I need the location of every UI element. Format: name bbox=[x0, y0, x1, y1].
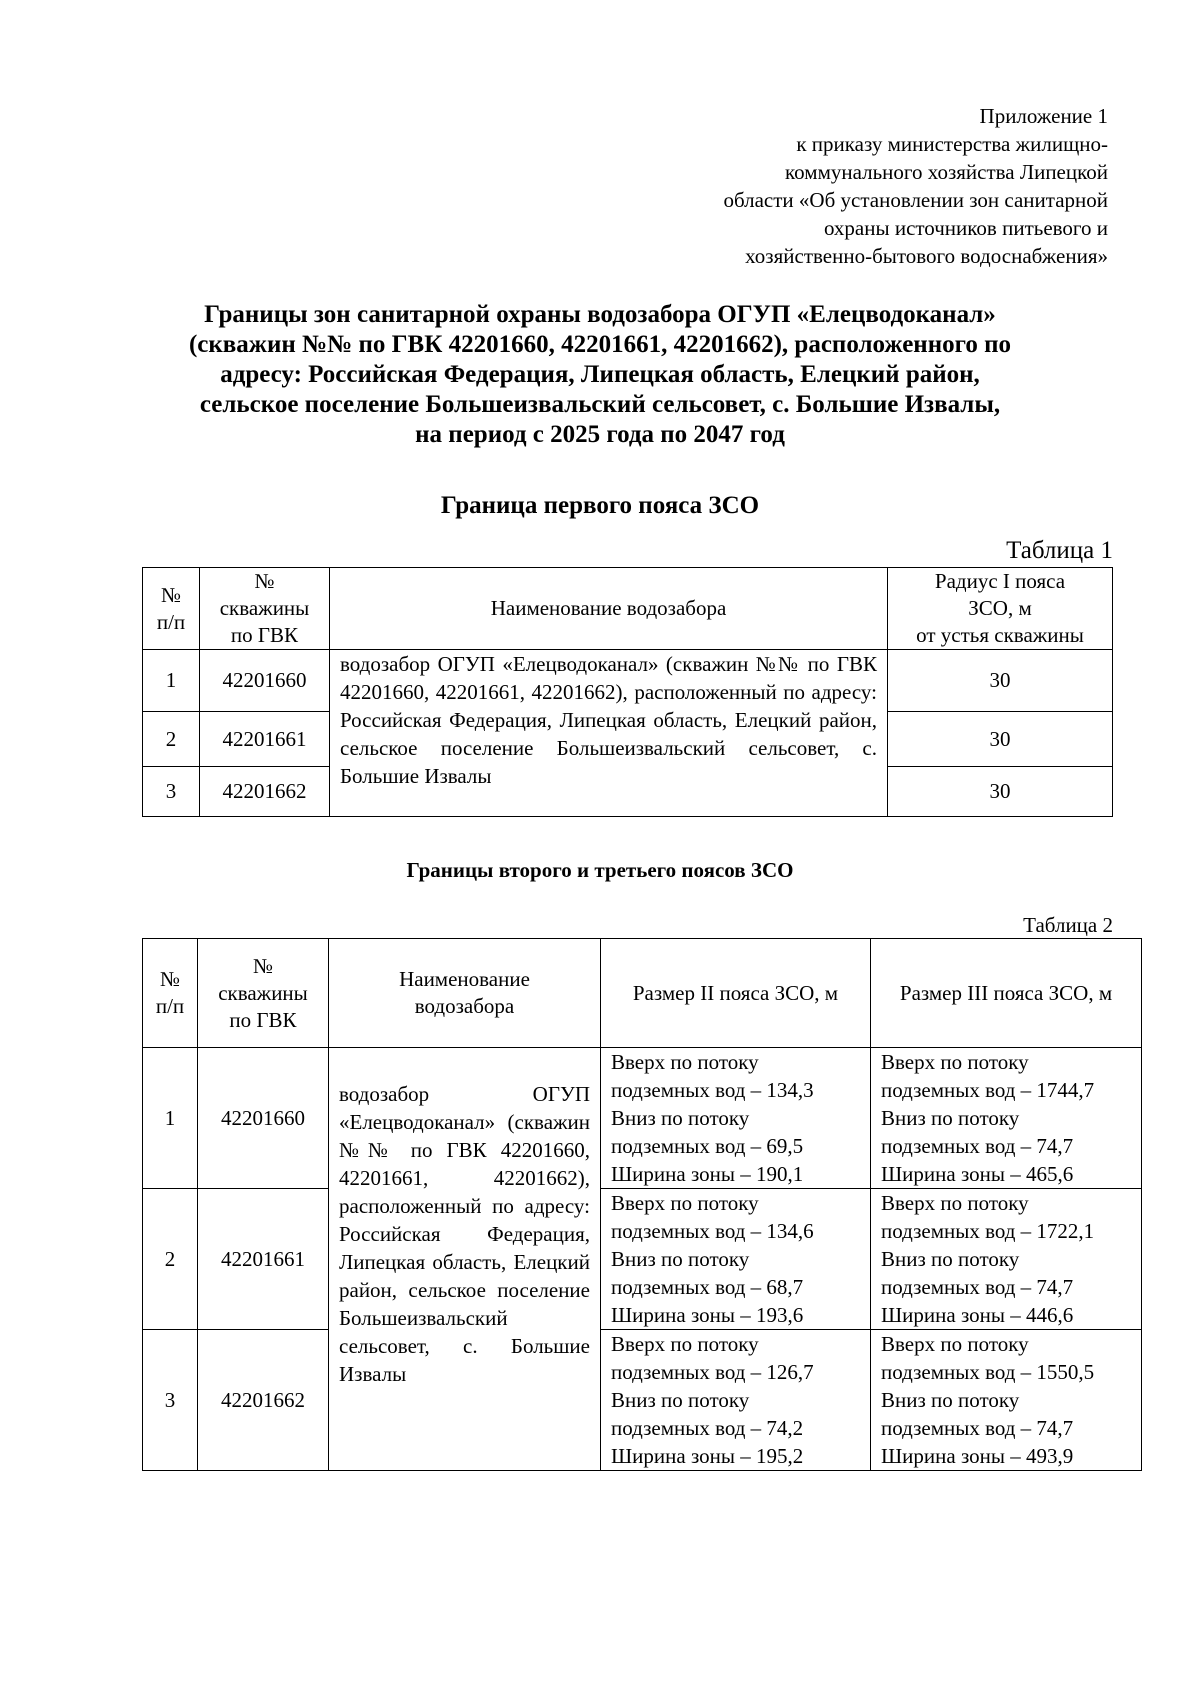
header-name-line: Наименование bbox=[399, 967, 530, 991]
zone-line: Вниз по потоку bbox=[611, 1388, 750, 1412]
zone-line: Ширина зоны – 465,6 bbox=[881, 1162, 1074, 1186]
header-well-line: по ГВК bbox=[230, 623, 299, 647]
zone-line: Вверх по потоку bbox=[611, 1050, 759, 1074]
zone3-size bbox=[871, 1189, 1142, 1330]
header-radius bbox=[888, 568, 1113, 650]
header-well-line: № bbox=[254, 569, 275, 593]
zone-line: Вверх по потоку bbox=[881, 1050, 1029, 1074]
header-num-line: п/п bbox=[156, 609, 186, 634]
zone-line: Ширина зоны – 193,6 bbox=[611, 1303, 804, 1327]
zone2-size bbox=[601, 1048, 871, 1189]
appendix-note bbox=[588, 102, 1108, 270]
table-row bbox=[143, 1189, 1142, 1330]
zone-line: Вверх по потоку bbox=[881, 1332, 1029, 1356]
table2-header-row bbox=[143, 939, 1142, 1048]
header-radius-line: от устья скважины bbox=[916, 623, 1084, 647]
title-line: сельское поселение Большеизвальский сельсовет, с. Большие Извалы, bbox=[199, 391, 1001, 418]
zone2-size bbox=[601, 1189, 871, 1330]
zone-line: Вниз по потоку bbox=[881, 1247, 1020, 1271]
zone-line: подземных вод – 1550,5 bbox=[881, 1360, 1095, 1384]
zone-line: Ширина зоны – 446,6 bbox=[881, 1303, 1074, 1327]
row-num: 2 bbox=[143, 1189, 198, 1330]
table1-label: Таблица 1 bbox=[1006, 537, 1113, 564]
water-intake-name: водозабор ОГУП «Елецводоканал» (скважин №№ по ГВК 42201660, 42201661, 42201662), расположенный по адресу: Российская Федерация, Липецкая область, Елецкий район, сельское поселение Большеизвальский сельсовет, с. Большие Извалы bbox=[329, 1048, 601, 1471]
row-well: 42201661 bbox=[200, 712, 330, 767]
header-well-line: скважины bbox=[219, 596, 310, 620]
zone-line: Ширина зоны – 195,2 bbox=[611, 1444, 804, 1468]
zone-line: подземных вод – 134,6 bbox=[611, 1219, 814, 1243]
appendix-line: хозяйственно-бытового водоснабжения» bbox=[745, 244, 1108, 268]
row-well: 42201660 bbox=[198, 1048, 329, 1189]
row-num: 3 bbox=[143, 1330, 198, 1471]
title-line: на период с 2025 года по 2047 год bbox=[415, 421, 785, 448]
table1-header-row bbox=[143, 568, 1113, 650]
section-title-second-third-belt: Границы второго и третьего поясов ЗСО bbox=[406, 858, 794, 882]
table-first-belt bbox=[142, 567, 1113, 817]
header-well-line: по ГВК bbox=[229, 1007, 297, 1032]
appendix-line: Приложение 1 bbox=[979, 104, 1108, 128]
zone-line: Ширина зоны – 190,1 bbox=[611, 1162, 804, 1186]
zone-line: подземных вод – 74,2 bbox=[611, 1416, 804, 1440]
table-row bbox=[143, 1330, 1142, 1471]
row-num: 3 bbox=[143, 767, 200, 817]
row-well: 42201662 bbox=[198, 1330, 329, 1471]
header-zone3: Размер III пояса ЗСО, м bbox=[871, 939, 1142, 1048]
zone-line: подземных вод – 74,7 bbox=[881, 1416, 1074, 1440]
row-num: 1 bbox=[143, 1048, 198, 1189]
title-line: (скважин №№ по ГВК 42201660, 42201661, 42201662), расположенного по bbox=[188, 331, 1011, 358]
header-num bbox=[143, 568, 200, 650]
zone-line: Вверх по потоку bbox=[881, 1191, 1029, 1215]
header-well bbox=[200, 568, 330, 650]
appendix-line: коммунального хозяйства Липецкой bbox=[785, 160, 1108, 184]
zone2-size bbox=[601, 1330, 871, 1471]
header-radius-line: Радиус I пояса bbox=[934, 569, 1066, 593]
row-well: 42201660 bbox=[200, 650, 330, 712]
header-well bbox=[198, 939, 329, 1048]
zone-line: подземных вод – 69,5 bbox=[611, 1134, 804, 1158]
zone-line: подземных вод – 134,3 bbox=[611, 1078, 814, 1102]
table-row bbox=[143, 650, 1113, 712]
appendix-line: охраны источников питьевого и bbox=[823, 216, 1108, 240]
zone-line: Вниз по потоку bbox=[611, 1247, 750, 1271]
zone-line: подземных вод – 1744,7 bbox=[881, 1078, 1095, 1102]
zone3-size bbox=[871, 1330, 1142, 1471]
zone-line: Вверх по потоку bbox=[611, 1191, 759, 1215]
zone-line: Вниз по потоку bbox=[881, 1388, 1020, 1412]
zone-line: Ширина зоны – 493,9 bbox=[881, 1444, 1074, 1468]
row-num: 1 bbox=[143, 650, 200, 712]
table2-label: Таблица 2 bbox=[1023, 913, 1113, 937]
zone-line: подземных вод – 74,7 bbox=[881, 1134, 1074, 1158]
water-intake-name: водозабор ОГУП «Елецводоканал» (скважин №№ по ГВК 42201660, 42201661, 42201662), расположенный по адресу: Российская Федерация, Липецкая область, Елецкий район, сельское поселение Большеизвальский сельсовет, с. Большие Извалы bbox=[330, 650, 888, 817]
header-name: Наименование водозабора bbox=[330, 568, 888, 650]
row-num: 2 bbox=[143, 712, 200, 767]
zone-line: Вниз по потоку bbox=[611, 1106, 750, 1130]
section-title-first-belt: Граница первого пояса ЗСО bbox=[440, 492, 760, 519]
header-name bbox=[329, 939, 601, 1048]
header-num bbox=[143, 939, 198, 1048]
zone-line: Вниз по потоку bbox=[881, 1106, 1020, 1130]
header-num-line: п/п bbox=[155, 994, 185, 1018]
row-radius: 30 bbox=[888, 650, 1113, 712]
header-name-line: водозабора bbox=[414, 994, 515, 1018]
table-second-third-belt bbox=[142, 938, 1142, 1471]
title-line: адресу: Российская Федерация, Липецкая область, Елецкий район, bbox=[220, 361, 980, 388]
header-well-line: № bbox=[252, 953, 274, 978]
zone3-size bbox=[871, 1048, 1142, 1189]
zone-line: подземных вод – 74,7 bbox=[881, 1275, 1074, 1299]
header-num-line: № bbox=[160, 582, 182, 607]
header-well-line: скважины bbox=[218, 980, 308, 1005]
appendix-line: области «Об установлении зон санитарной bbox=[723, 188, 1108, 212]
document-title bbox=[120, 300, 1080, 450]
appendix-line: к приказу министерства жилищно- bbox=[796, 132, 1108, 156]
header-num-line: № bbox=[159, 967, 181, 991]
title-line: Границы зон санитарной охраны водозабора ОГУП «Елецводоканал» bbox=[204, 301, 996, 328]
zone-line: подземных вод – 126,7 bbox=[611, 1360, 814, 1384]
zone-line: подземных вод – 68,7 bbox=[611, 1275, 804, 1299]
row-radius: 30 bbox=[888, 712, 1113, 767]
row-radius: 30 bbox=[888, 767, 1113, 817]
table-row bbox=[143, 1048, 1142, 1189]
row-well: 42201661 bbox=[198, 1189, 329, 1330]
zone-line: подземных вод – 1722,1 bbox=[881, 1219, 1095, 1243]
row-well: 42201662 bbox=[200, 767, 330, 817]
zone-line: Вверх по потоку bbox=[611, 1332, 759, 1356]
header-radius-line: ЗСО, м bbox=[968, 596, 1032, 620]
header-zone2: Размер II пояса ЗСО, м bbox=[601, 939, 871, 1048]
